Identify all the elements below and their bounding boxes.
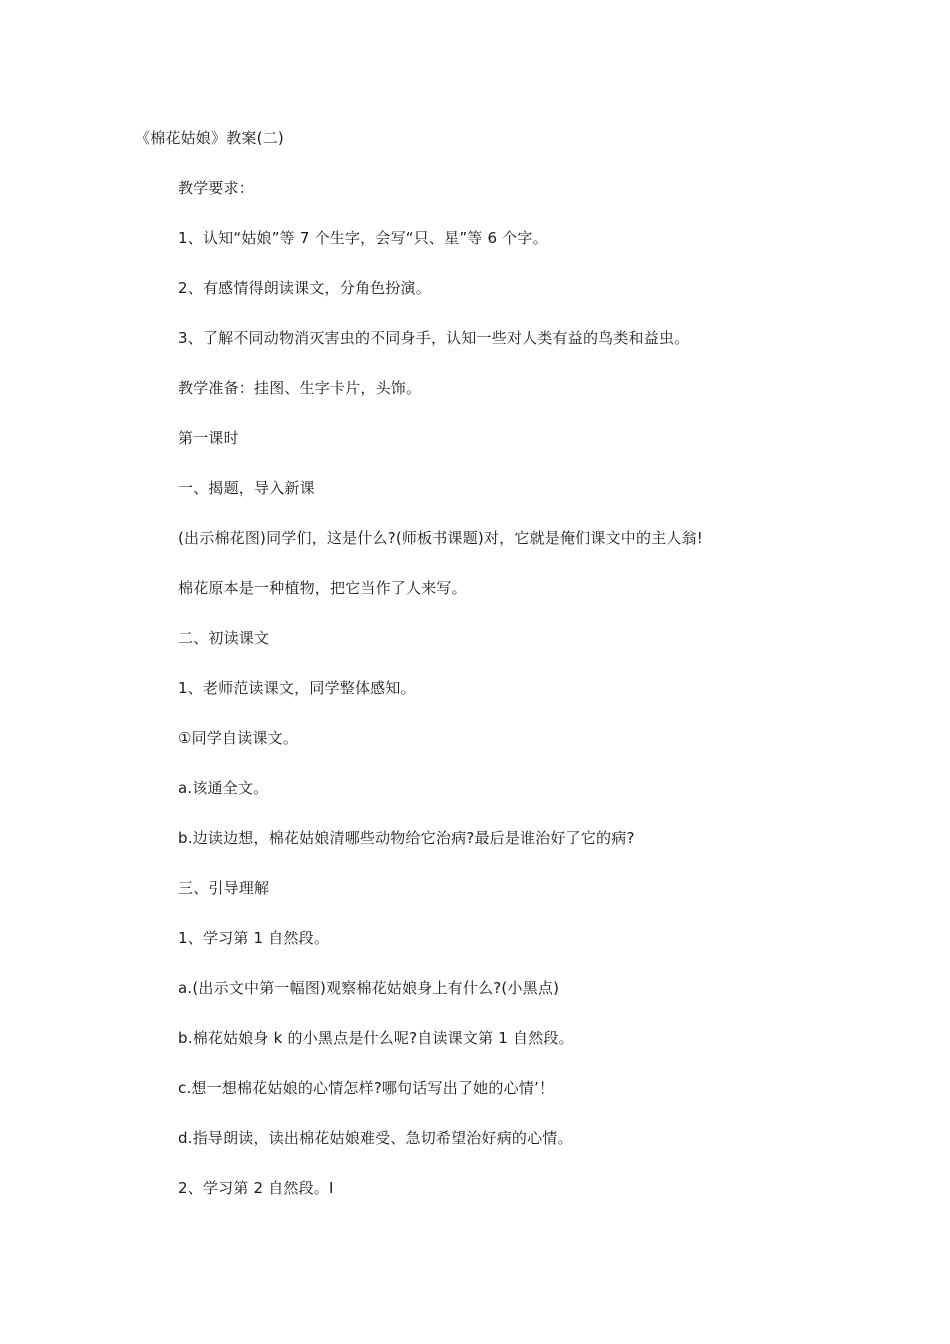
- paragraph: 教学要求：: [178, 179, 255, 197]
- paragraph: 三、引导理解: [178, 879, 270, 897]
- paragraph: 2、学习第 2 自然段。I: [178, 1179, 334, 1197]
- paragraph: ①同学自读课文。: [178, 729, 299, 747]
- paragraph: d.指导朗读，读出棉花姑娘难受、急切希望治好病的心情。: [178, 1129, 573, 1147]
- paragraph: (出示棉花图)同学们，这是什么?(师板书课题)对，它就是俺们课文中的主人翁!: [178, 529, 703, 547]
- paragraph: 第一课时: [178, 429, 239, 447]
- paragraph: b.棉花姑娘身 k 的小黑点是什么呢?自读课文第 1 自然段。: [178, 1029, 574, 1047]
- paragraph: 2、有感情得朗读课文，分角色扮演。: [178, 279, 431, 297]
- paragraph: 1、认知“姑娘”等 7 个生字，会写“只、星”等 6 个字。: [178, 229, 548, 247]
- paragraph: 1、老师范读课文，同学整体感知。: [178, 679, 416, 697]
- paragraph: 教学准备：挂图、生字卡片，头饰。: [178, 379, 422, 397]
- paragraph: 3、了解不同动物消灭害虫的不同身手，认知一些对人类有益的鸟类和益虫。: [178, 329, 690, 347]
- paragraph: a.(出示文中第一幅图)观察棉花姑娘身上有什么?(小黑点): [178, 979, 560, 997]
- document-title: 《棉花姑娘》教案(二): [135, 129, 284, 147]
- paragraph: b.边读边想，棉花姑娘清哪些动物给它治病?最后是谁治好了它的病?: [178, 829, 635, 847]
- paragraph: c.想一想棉花姑娘的心情怎样?哪句话写出了她的心情’！: [178, 1079, 555, 1097]
- paragraph: 二、初读课文: [178, 629, 270, 647]
- paragraph: 1、学习第 1 自然段。: [178, 929, 330, 947]
- paragraph: 一、揭题，导入新课: [178, 479, 315, 497]
- paragraph: a.该通全文。: [178, 779, 269, 797]
- paragraph: 棉花原本是一种植物，把它当作了人来写。: [178, 579, 467, 597]
